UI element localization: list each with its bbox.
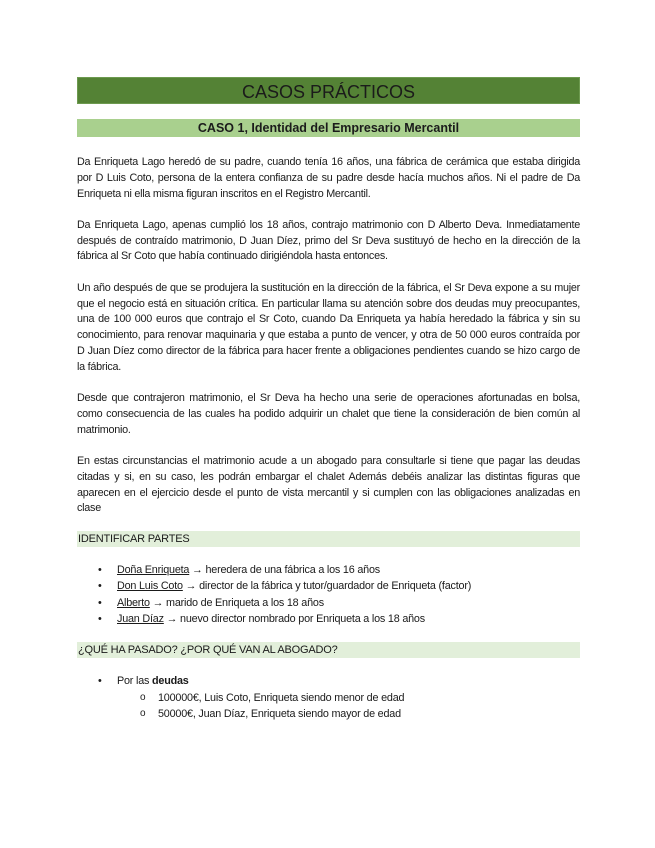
parties-list [77, 562, 580, 627]
list-item [77, 611, 580, 627]
item-prefix: Por las [117, 675, 153, 688]
bullet-icon: • [98, 564, 102, 577]
sub-list-item [77, 690, 580, 706]
party-desc: nuevo director nombrado por Enriqueta a los 18 años [180, 613, 425, 626]
party-desc: director de la fábrica y tutor/guardador de Enriqueta (factor) [199, 580, 472, 593]
arrow-icon: → [166, 613, 178, 626]
list-item [77, 578, 580, 594]
list-item [77, 562, 580, 578]
bullet-icon: • [98, 580, 102, 593]
party-desc: heredera de una fábrica a los 16 años [205, 564, 380, 577]
paragraph: En estas circunstancias el matrimonio acude a un abogado para consultarle si tiene que pagar las deudas citadas y si, en su caso, les podrán embargar el chalet Además debéis analizar las distintas figuras que aparecen en el ejercicio desde el punto de vista mercantil y si cumplen con las obligaciones analizadas en clase [77, 454, 580, 515]
case-subtitle: CASO 1, Identidad del Empresario Mercantil [77, 119, 580, 137]
document-page [77, 77, 580, 722]
section-heading-what-happened: ¿QUÉ HA PASADO? ¿POR QUÉ VAN AL ABOGADO? [77, 642, 580, 658]
list-item [77, 595, 580, 611]
party-desc: marido de Enriqueta a los 18 años [166, 596, 324, 609]
arrow-icon: → [185, 580, 197, 593]
section-heading-parties: IDENTIFICAR PARTES [77, 531, 580, 547]
party-name: Don Luis Coto [117, 580, 183, 593]
paragraph: Desde que contrajeron matrimonio, el Sr Deva ha hecho una serie de operaciones afortunadas en bolsa, como consecuencia de las cuales ha podido adquirir un chalet que tiene la consideración de bien común al matrimonio. [77, 392, 580, 436]
paragraph: Da Enriqueta Lago, apenas cumplió los 18 años, contrajo matrimonio con D Alberto Deva. Inmediatamente después de contraído matrimonio, D Juan Díez, primo del Sr Deva sustituyó de hecho en la dirección de la fábrica al Sr Coto que había continuado dirigiéndola hasta entonces. [77, 218, 580, 263]
circle-bullet-icon: o [140, 691, 146, 703]
arrow-icon: → [152, 596, 164, 609]
document-title: CASOS PRÁCTICOS [77, 77, 580, 104]
item-bold: deudas [152, 675, 189, 688]
party-name: Alberto [117, 596, 150, 609]
bullet-icon: • [98, 613, 102, 626]
reasons-list [77, 673, 580, 689]
list-item [77, 673, 580, 689]
debt-text: 50000€, Juan Díaz, Enriqueta siendo mayor de edad [158, 707, 401, 720]
paragraph: Da Enriqueta Lago heredó de su padre, cuando tenía 16 años, una fábrica de cerámica que estaba dirigida por D Luis Coto, persona de la entera confianza de su padre desde hacía muchos años. Ni el padre de Da Enriqueta ni ella misma figuran inscritos en el Registro Mercantil. [77, 156, 580, 200]
bullet-icon: • [98, 596, 102, 609]
party-name: Doña Enriqueta [117, 564, 190, 577]
circle-bullet-icon: o [140, 707, 146, 719]
bullet-icon: • [98, 675, 102, 688]
debts-sublist [77, 690, 580, 723]
debt-text: 100000€, Luis Coto, Enriqueta siendo menor de edad [158, 691, 405, 704]
sub-list-item [77, 706, 580, 722]
arrow-icon: → [192, 564, 203, 577]
party-name: Juan Díaz [117, 613, 164, 626]
paragraph: Un año después de que se produjera la sustitución en la dirección de la fábrica, el Sr Deva expone a su mujer que el negocio está en situación crítica. En particular llama su atención sobre dos deudas muy preocupantes, una de 100 000 euros que contrajo el Sr Coto, cuando Da Enriqueta ya había heredado la fábrica y sin su conocimiento, para renovar maquinaria y que estaba a punto de vencer, y otra de 50 000 euros contraída por D Juan Díez como director de la fábrica para hacer frente a obligaciones pendientes cuando se hizo cargo de la fábrica. [77, 281, 580, 373]
